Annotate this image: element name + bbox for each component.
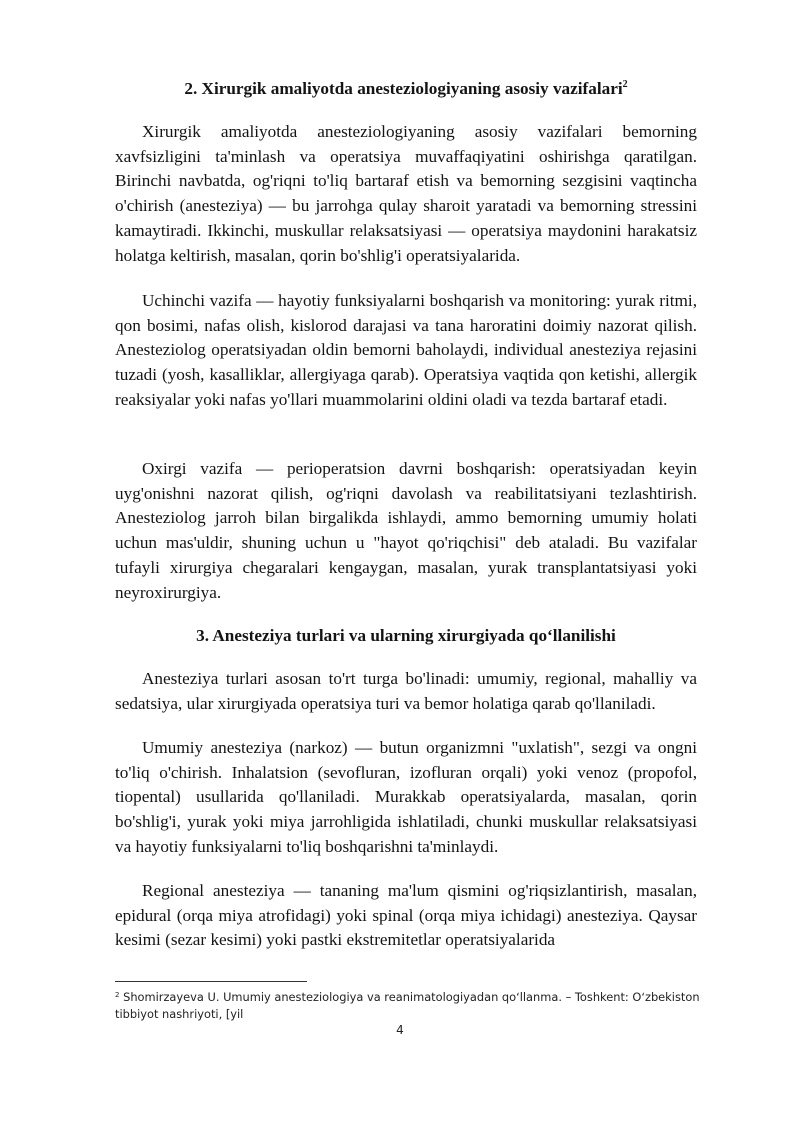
section-2-paragraph-2: Uchinchi vazifa — hayotiy funksiyalarni boshqarish va monitoring: yurak ritmi, qon bosimi, nafas olish, kislorod darajasi va tana haroratini doimiy nazorat qilish. Anesteziolog operatsiyadan oldin bemorni baholaydi, individual anesteziya rejasini tuzadi (yosh, kasalliklar, allergiyaga qarab). Operatsiya vaqtida qon ketishi, allergik reaksiyalar yoki nafas yo'llari muammolarini oldini oladi va tezda bartaraf etadi. bbox=[115, 291, 697, 409]
section-2-paragraph-1: Xirurgik amaliyotda anesteziologiyaning asosiy vazifalari bemorning xavfsizligini ta'minlash va operatsiya muvaffaqiyatini oshirishga qaratilgan. Birinchi navbatda, og'riqni to'liq bartaraf etish va bemorning sezgisini vaqtincha o'chirish (anesteziya) — bu jarrohga qulay sharoit yaratadi va bemorning stressini kamaytiradi. Ikkinchi, muskullar relaksatsiyasi — operatsiya maydonini harakatsiz holatga keltirish, masalan, qorin bo'shlig'i operatsiyalarida. bbox=[115, 122, 697, 265]
footnote-text: Shomirzayeva U. Umumiy anesteziologiya va reanimatologiyadan qoʻllanma. – Toshkent: Oʻzbekiston tibbiyot nashriyoti, [yil bbox=[115, 990, 700, 1021]
section-3-heading: 3. Anesteziya turlari va ularning xirurgiyada qoʻllanilishi bbox=[196, 626, 616, 645]
footnote-reference: 2 bbox=[622, 79, 628, 90]
footnote-divider bbox=[115, 981, 307, 982]
section-3-paragraph-3: Regional anesteziya — tananing ma'lum qismini og'riqsizlantirish, masalan, epidural (orqa miya atrofidagi) yoki spinal (orqa miya ichidagi) anesteziya. Qaysar kesimi (sezar kesimi) yoki pastki ekstremitetlar operatsiyalarida bbox=[115, 881, 697, 950]
section-3-paragraph-1: Anesteziya turlari asosan to'rt turga bo'linadi: umumiy, regional, mahalliy va sedatsiya, ular xirurgiyada operatsiya turi va bemor holatiga qarab qo'llaniladi. bbox=[115, 669, 697, 713]
footnote bbox=[115, 989, 705, 1023]
footnote-marker: 2 bbox=[115, 991, 120, 999]
section-2-title: 2. Xirurgik amaliyotda anesteziologiyaning asosiy vazifalari bbox=[184, 79, 623, 98]
section-3-paragraph-2: Umumiy anesteziya (narkoz) — butun organizmni "uxlatish", sezgi va ongni to'liq o'chirish. Inhalatsion (sevofluran, izofluran orqali) yoki venoz (propofol, tiopental) usullarida qo'llaniladi. Murakkab operatsiyalarda, masalan, qorin bo'shlig'i, yurak yoki miya jarrohligida ishlatiladi, chunki muskullar relaksatsiyasi va hayotiy funksiyalarni to'liq boshqarishni ta'minlaydi. bbox=[115, 738, 697, 856]
page-number: 4 bbox=[396, 1023, 404, 1037]
section-2-paragraph-3: Oxirgi vazifa — perioperatsion davrni boshqarish: operatsiyadan keyin uyg'onishni nazorat qilish, og'riqni davolash va reabilitatsiyani tezlashtirish. Anesteziolog jarroh bilan birgalikda ishlaydi, ammo bemorning umumiy holati uchun mas'uldir, shuning uchun u "hayot qo'riqchisi" deb ataladi. Bu vazifalar tufayli xirurgiya chegaralari kengaygan, masalan, yurak transplantatsiyasi yoki neyroxirurgiya. bbox=[115, 459, 697, 602]
section-2-heading bbox=[115, 77, 697, 102]
